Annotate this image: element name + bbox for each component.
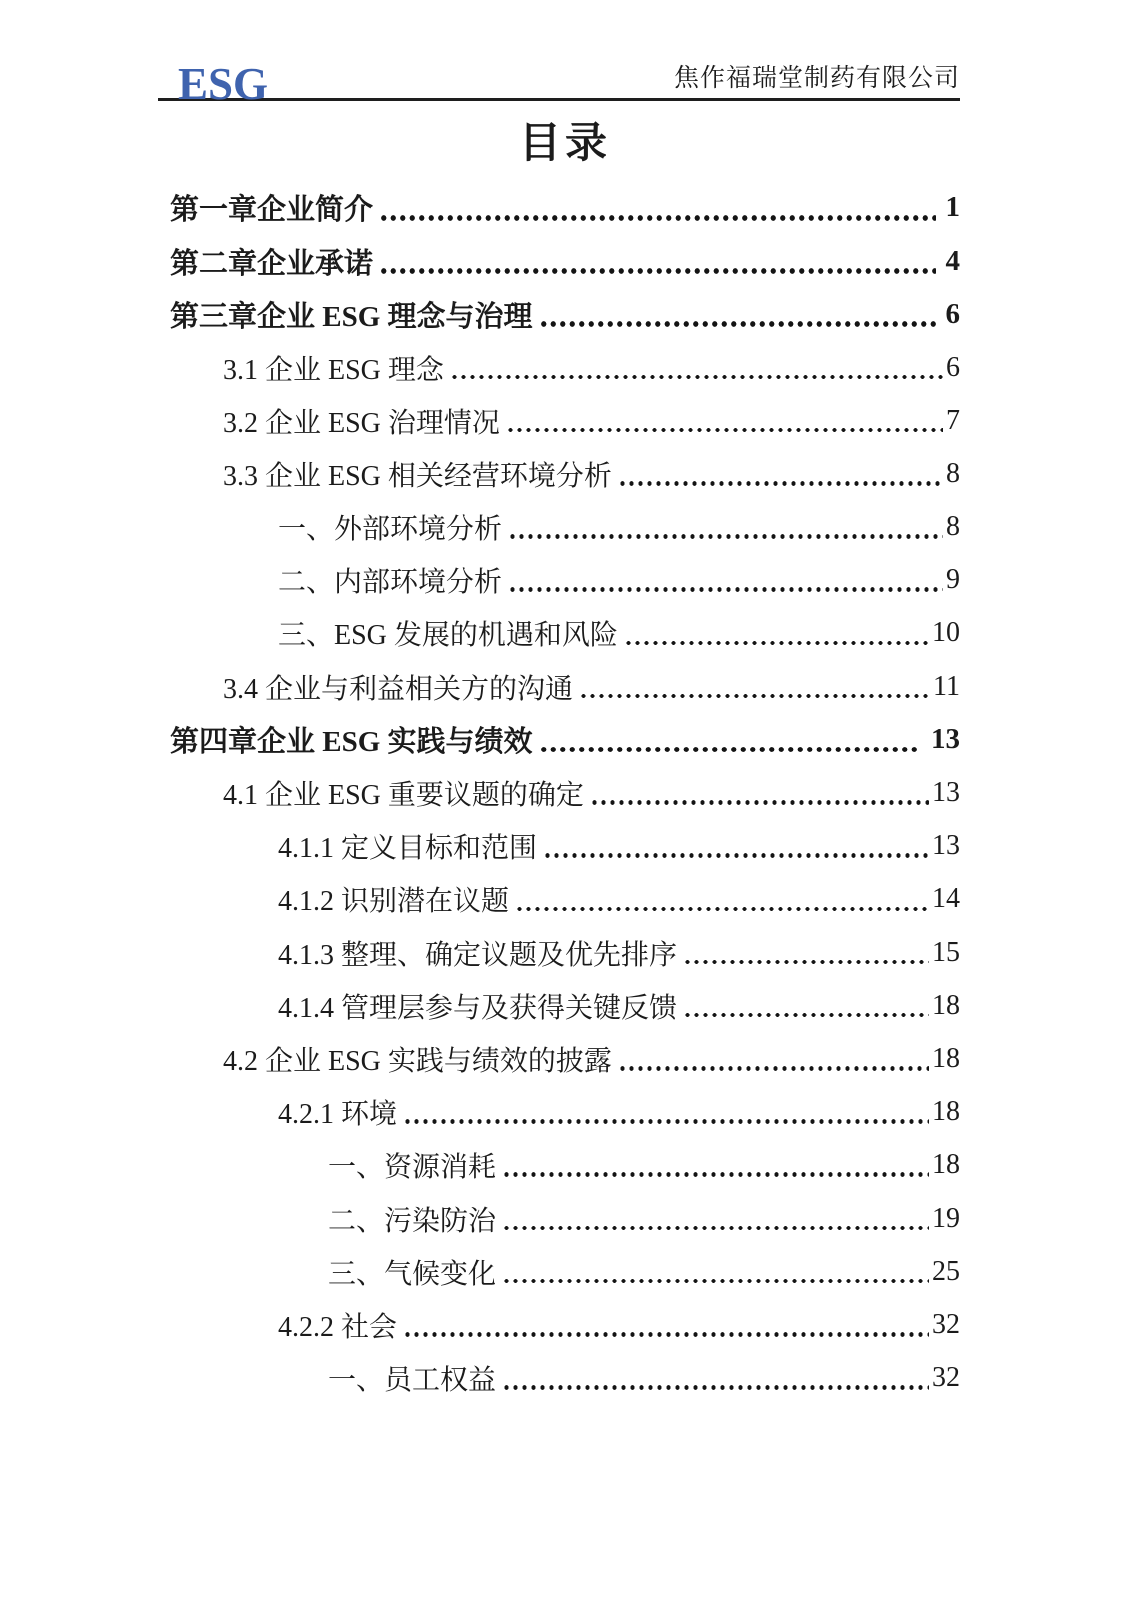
toc-entry-label: 3.1 企业 ESG 理念: [223, 354, 444, 386]
toc-entry-label: 4.2.1 环境: [278, 1099, 398, 1131]
page-number: 18: [932, 1042, 960, 1074]
toc-entry-label: 二、污染防治: [328, 1205, 497, 1237]
page-number: 6: [946, 351, 960, 383]
toc-entry[interactable]: [158, 288, 960, 341]
toc-entry[interactable]: [158, 341, 960, 394]
page-number: 7: [946, 404, 960, 436]
dot-leader: [539, 321, 936, 327]
dot-leader: [624, 641, 929, 646]
page-number: 11: [933, 670, 960, 702]
toc-entry[interactable]: [158, 820, 960, 873]
toc-entry[interactable]: [158, 501, 960, 554]
toc-entry-label: 4.1.4 管理层参与及获得关键反馈: [278, 992, 678, 1024]
toc-entry[interactable]: [158, 979, 960, 1032]
toc-entry[interactable]: [158, 873, 960, 926]
page-number: 18: [932, 989, 960, 1021]
page-number: 19: [932, 1202, 960, 1234]
dot-leader: [502, 1172, 929, 1177]
toc-entry-label: 4.2 企业 ESG 实践与绩效的披露: [223, 1045, 612, 1077]
toc-entry[interactable]: [158, 607, 960, 660]
toc-entry[interactable]: [158, 554, 960, 607]
toc-entry[interactable]: [158, 1032, 960, 1085]
dot-leader: [618, 1066, 929, 1071]
page-number: 32: [932, 1308, 960, 1340]
page-number: 18: [932, 1096, 960, 1128]
page-number: 10: [932, 617, 960, 649]
toc-entry[interactable]: [158, 181, 960, 234]
page-number: 8: [946, 457, 960, 489]
dot-leader: [683, 960, 929, 965]
toc-entry-label: 三、ESG 发展的机遇和风险: [278, 620, 618, 652]
page-number: 1: [945, 191, 960, 224]
toc-entry-label: 一、员工权益: [328, 1365, 497, 1397]
page-header: [158, 0, 960, 109]
toc-entry-label: 一、外部环境分析: [278, 514, 503, 546]
page-number: 6: [945, 297, 960, 330]
toc-entry[interactable]: [158, 1192, 960, 1245]
toc-entry[interactable]: [158, 660, 960, 713]
dot-leader: [450, 375, 943, 380]
page-number: 15: [932, 936, 960, 968]
page-number: 4: [945, 244, 960, 277]
company-name: 焦作福瑞堂制药有限公司: [673, 65, 960, 93]
toc-entry-label: 第二章企业承诺: [170, 247, 374, 280]
toc-entry-label: 第三章企业 ESG 理念与治理: [170, 300, 533, 333]
dot-leader: [502, 1385, 929, 1390]
toc-entry[interactable]: [158, 1352, 960, 1405]
page-number: 25: [932, 1255, 960, 1287]
toc-entry-label: 二、内部环境分析: [278, 567, 503, 599]
page-number: 8: [946, 511, 960, 543]
dot-leader: [539, 747, 921, 753]
dot-leader: [543, 853, 929, 858]
page-number: 9: [946, 564, 960, 596]
dot-leader: [579, 694, 930, 699]
toc-entry[interactable]: [158, 1245, 960, 1298]
dot-leader: [508, 587, 943, 592]
page-number: 18: [932, 1149, 960, 1181]
table-of-contents: [158, 181, 960, 1404]
toc-entry-label: 3.4 企业与利益相关方的沟通: [223, 673, 574, 705]
page-number: 13: [932, 830, 960, 862]
dot-leader: [379, 215, 935, 221]
toc-entry-label: 一、资源消耗: [328, 1152, 497, 1184]
toc-entry-label: 三、气候变化: [328, 1258, 497, 1290]
toc-entry-label: 3.2 企业 ESG 治理情况: [223, 407, 500, 439]
toc-entry-label: 第四章企业 ESG 实践与绩效: [170, 726, 533, 759]
dot-leader: [403, 1119, 929, 1124]
toc-entry[interactable]: [158, 713, 960, 766]
dot-leader: [683, 1013, 929, 1018]
dot-leader: [590, 800, 929, 805]
toc-entry[interactable]: [158, 926, 960, 979]
dot-leader: [515, 907, 929, 912]
esg-logo: ESG: [178, 59, 269, 109]
page-number: 13: [931, 723, 960, 756]
page-number: 13: [932, 777, 960, 809]
toc-entry[interactable]: [158, 1139, 960, 1192]
toc-title: 目录: [518, 121, 611, 168]
dot-leader: [508, 534, 943, 539]
toc-entry-label: 4.1.3 整理、确定议题及优先排序: [278, 939, 678, 971]
toc-entry-label: 第一章企业简介: [170, 194, 374, 227]
dot-leader: [502, 1279, 929, 1284]
toc-entry[interactable]: [158, 447, 960, 500]
page-number: 32: [932, 1362, 960, 1394]
dot-leader: [403, 1332, 929, 1337]
toc-entry-label: 4.1 企业 ESG 重要议题的确定: [223, 780, 584, 812]
toc-entry[interactable]: [158, 1086, 960, 1139]
toc-entry-label: 3.3 企业 ESG 相关经营环境分析: [223, 460, 612, 492]
dot-leader: [506, 428, 943, 433]
toc-entry-label: 4.2.2 社会: [278, 1311, 398, 1343]
toc-entry-label: 4.1.1 定义目标和范围: [278, 833, 538, 865]
dot-leader: [379, 268, 935, 274]
toc-entry[interactable]: [158, 394, 960, 447]
page-number: 14: [932, 883, 960, 915]
toc-entry-label: 4.1.2 识别潜在议题: [278, 886, 510, 918]
toc-entry[interactable]: [158, 235, 960, 288]
toc-entry[interactable]: [158, 1298, 960, 1351]
toc-entry[interactable]: [158, 766, 960, 819]
dot-leader: [502, 1226, 929, 1231]
dot-leader: [618, 481, 943, 486]
